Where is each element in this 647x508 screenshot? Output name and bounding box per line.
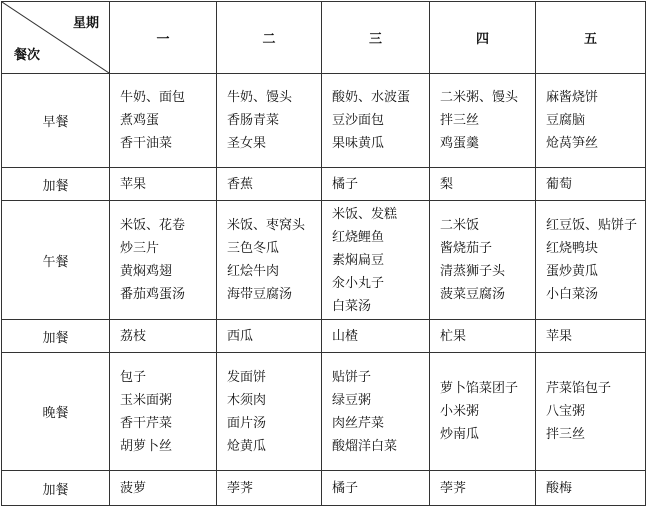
menu-item: 米饭、发糕 [332, 206, 398, 222]
corner-bottom-label: 餐次 [14, 48, 41, 63]
meal-label: 加餐 [2, 168, 110, 201]
menu-item: 肉丝芹菜 [332, 415, 385, 431]
menu-item: 发面饼 [227, 369, 267, 385]
menu-item: 橘子 [332, 480, 359, 496]
menu-item: 米饭、枣窝头 [227, 218, 306, 233]
weekly-menu-table [1, 1, 646, 506]
corner-header-cell [2, 2, 110, 74]
menu-item: 酸奶、水波蛋 [332, 90, 411, 105]
menu-cell [536, 320, 646, 353]
menu-cell [110, 74, 217, 168]
table-row [2, 320, 646, 353]
menu-cell [322, 201, 430, 320]
table-row [2, 201, 646, 320]
menu-item: 黄焖鸡翅 [120, 264, 173, 279]
menu-item: 香蕉 [227, 176, 254, 192]
menu-item: 红烧鸭块 [546, 241, 599, 256]
menu-item: 麻酱烧饼 [546, 90, 599, 105]
menu-cell [217, 201, 322, 320]
menu-item: 清蒸狮子头 [440, 264, 506, 279]
menu-cell [110, 168, 217, 201]
menu-item: 荸荠 [440, 480, 467, 496]
menu-cell [430, 320, 536, 353]
menu-item: 香肠青菜 [227, 113, 280, 128]
meal-label: 加餐 [2, 471, 110, 506]
menu-item: 绿豆粥 [332, 392, 372, 408]
menu-item: 炝莴笋丝 [546, 136, 599, 151]
menu-item: 玉米面粥 [120, 392, 173, 408]
menu-item: 酱烧茄子 [440, 241, 493, 256]
menu-item: 炝黄瓜 [227, 438, 267, 454]
menu-cell [430, 471, 536, 506]
menu-cell [217, 74, 322, 168]
day-header: 二 [217, 2, 322, 74]
header-row [2, 2, 646, 74]
menu-item: 木须肉 [227, 392, 267, 408]
menu-item: 荔枝 [120, 328, 147, 344]
menu-item: 米饭、花卷 [120, 218, 186, 233]
menu-item: 橘子 [332, 176, 359, 192]
menu-item: 葡萄 [546, 176, 573, 192]
menu-cell [110, 353, 217, 471]
menu-item: 蛋炒黄瓜 [546, 264, 599, 279]
table-row [2, 168, 646, 201]
menu-item: 氽小丸子 [332, 275, 385, 291]
menu-cell [430, 201, 536, 320]
menu-item: 苹果 [120, 176, 147, 192]
menu-item: 番茄鸡蛋汤 [120, 287, 186, 302]
menu-item: 香干油菜 [120, 136, 173, 151]
meal-label: 午餐 [2, 201, 110, 320]
menu-cell [110, 471, 217, 506]
menu-item: 贴饼子 [332, 369, 372, 385]
menu-item: 包子 [120, 369, 147, 385]
menu-cell [322, 353, 430, 471]
meal-label: 加餐 [2, 320, 110, 353]
menu-cell [322, 74, 430, 168]
menu-item: 红豆饭、贴饼子 [546, 218, 638, 233]
menu-item: 拌三丝 [440, 113, 480, 128]
menu-cell [430, 168, 536, 201]
menu-item: 果味黄瓜 [332, 136, 385, 151]
menu-item: 菠萝 [120, 480, 147, 496]
menu-cell [430, 74, 536, 168]
menu-item: 牛奶、馒头 [227, 90, 293, 105]
menu-item: 山楂 [332, 328, 359, 344]
menu-cell [322, 320, 430, 353]
menu-cell [322, 471, 430, 506]
menu-item: 胡萝卜丝 [120, 438, 173, 454]
menu-item: 小米粥 [440, 404, 480, 419]
table-row [2, 74, 646, 168]
corner-top-label: 星期 [72, 16, 99, 31]
menu-item: 炒三片 [120, 241, 160, 256]
menu-item: 圣女果 [227, 136, 267, 151]
menu-cell [536, 353, 646, 471]
menu-item: 杧果 [440, 328, 467, 344]
menu-cell [322, 168, 430, 201]
menu-cell [217, 168, 322, 201]
menu-item: 白菜汤 [332, 298, 372, 314]
menu-item: 红烩牛肉 [227, 264, 280, 279]
menu-item: 西瓜 [227, 328, 254, 344]
menu-item: 酸熘洋白菜 [332, 438, 398, 454]
menu-item: 苹果 [546, 328, 573, 344]
menu-item: 酸梅 [546, 480, 573, 496]
day-header: 五 [536, 2, 646, 74]
menu-item: 小白菜汤 [546, 287, 599, 302]
menu-cell [536, 74, 646, 168]
menu-item: 煮鸡蛋 [120, 113, 160, 128]
menu-item: 梨 [440, 176, 454, 192]
menu-item: 二米饭 [440, 218, 480, 233]
menu-cell [536, 471, 646, 506]
menu-item: 豆腐脑 [546, 113, 586, 128]
menu-item: 萝卜馅菜团子 [440, 381, 519, 396]
menu-item: 豆沙面包 [332, 113, 385, 128]
menu-item: 素焖扁豆 [332, 252, 385, 268]
menu-cell [536, 201, 646, 320]
meal-label: 早餐 [2, 74, 110, 168]
menu-item: 荸荠 [227, 480, 254, 496]
menu-cell [217, 353, 322, 471]
menu-cell [110, 320, 217, 353]
menu-item: 面片汤 [227, 415, 267, 431]
table-row [2, 471, 646, 506]
menu-item: 炒南瓜 [440, 427, 480, 442]
menu-item: 海带豆腐汤 [227, 287, 293, 302]
menu-cell [217, 320, 322, 353]
menu-item: 香干芹菜 [120, 415, 173, 431]
menu-item: 二米粥、馒头 [440, 90, 519, 105]
day-header: 四 [430, 2, 536, 74]
menu-item: 三色冬瓜 [227, 241, 280, 256]
menu-item: 拌三丝 [546, 427, 586, 442]
menu-item: 牛奶、面包 [120, 90, 186, 105]
menu-item: 菠菜豆腐汤 [440, 287, 506, 302]
menu-cell [110, 201, 217, 320]
day-header: 一 [110, 2, 217, 74]
menu-cell [217, 471, 322, 506]
menu-item: 鸡蛋羹 [440, 136, 480, 151]
menu-item: 八宝粥 [546, 404, 586, 419]
meal-label: 晚餐 [2, 353, 110, 471]
menu-cell [430, 353, 536, 471]
day-header: 三 [322, 2, 430, 74]
menu-cell [536, 168, 646, 201]
menu-item: 红烧鲤鱼 [332, 229, 385, 245]
menu-item: 芹菜馅包子 [546, 381, 612, 396]
table-row [2, 353, 646, 471]
